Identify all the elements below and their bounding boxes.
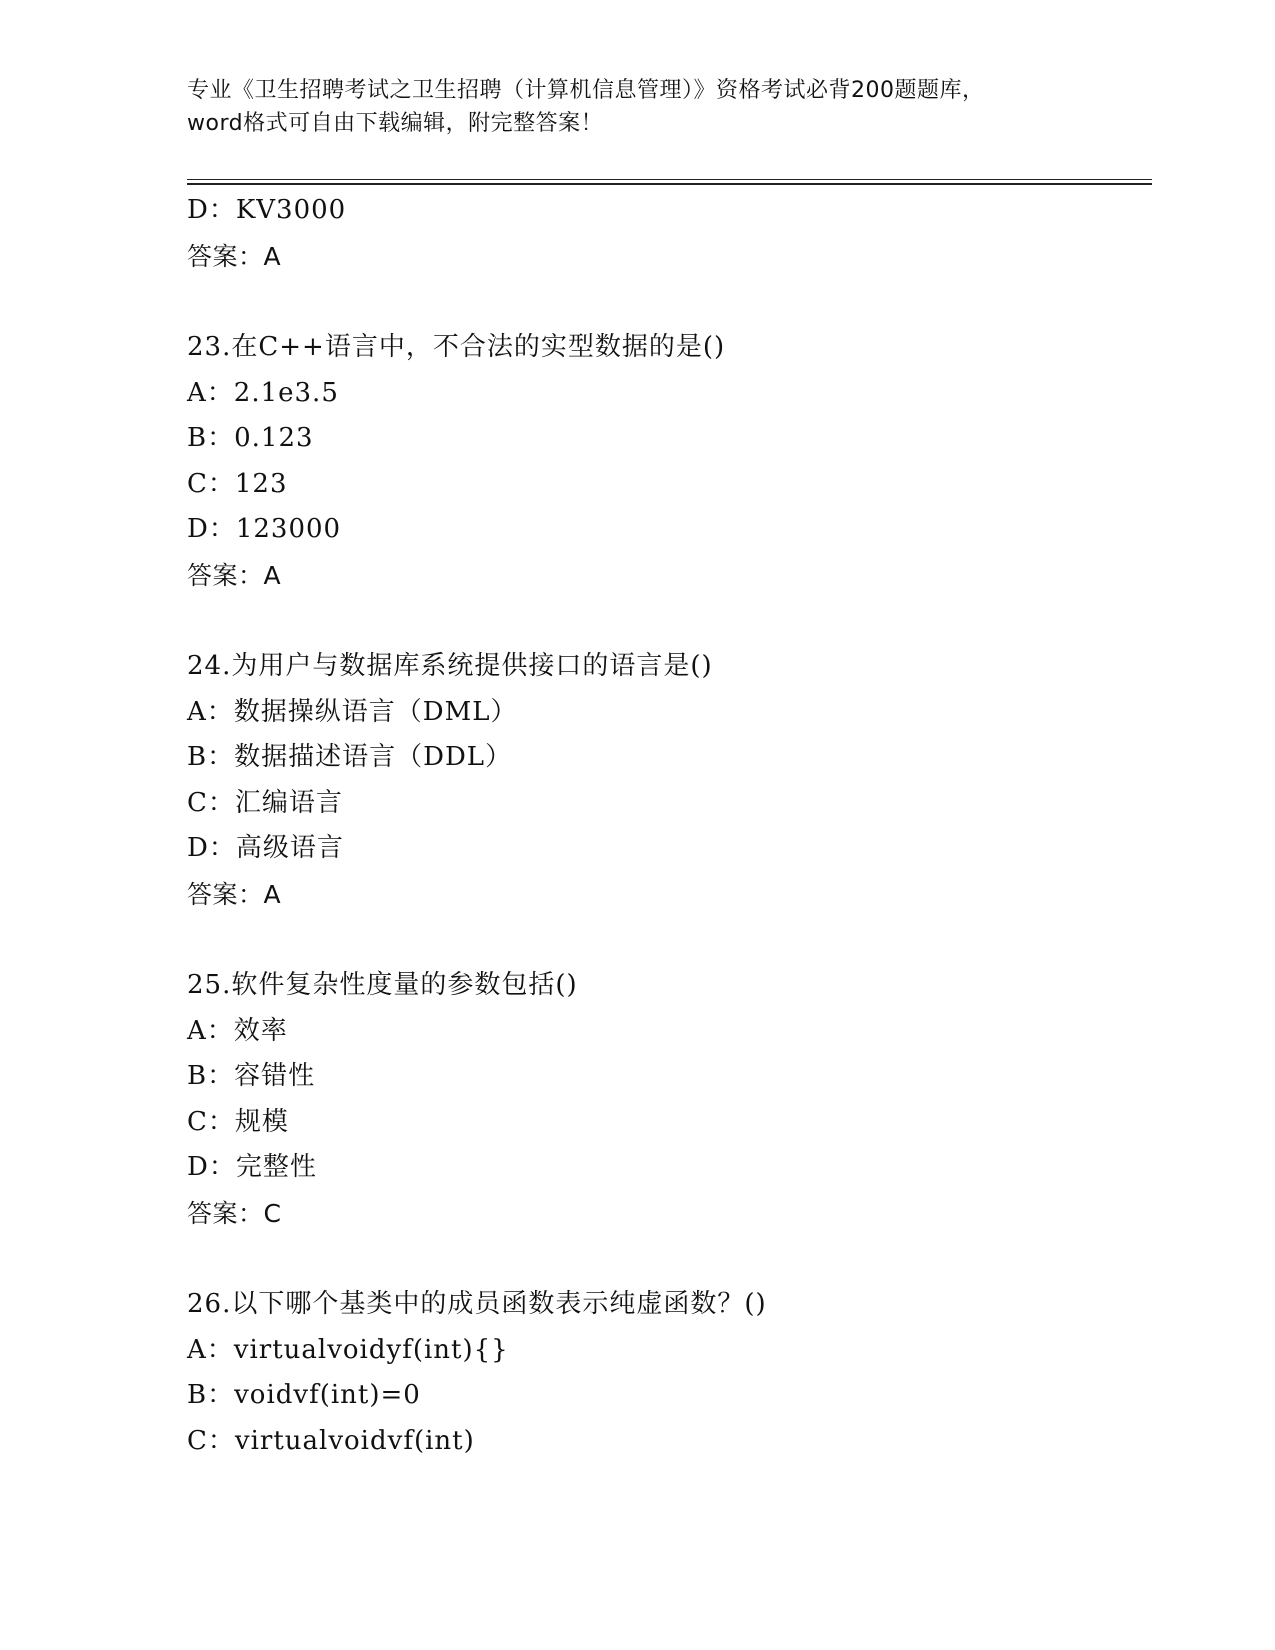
question-23-option-d: D：123000 xyxy=(187,514,342,544)
question-23-option-a: A：2.1e3.5 xyxy=(187,377,339,408)
question-24-option-c: C：汇编语言 xyxy=(187,787,343,818)
question-26-stem: 26.以下哪个基类中的成员函数表示纯虚函数？() xyxy=(187,1289,767,1319)
header-line-2: word格式可自由下载编辑，附完整答案！ xyxy=(187,111,604,136)
question-25-stem: 25.软件复杂性度量的参数包括() xyxy=(187,970,578,1000)
question-23-stem: 23.在C++语言中，不合法的实型数据的是() xyxy=(187,332,726,362)
question-25-option-d: D：完整性 xyxy=(187,1152,317,1182)
question-26-option-a: A：virtualvoidyf(int){} xyxy=(187,1334,509,1365)
question-25-option-a: A：效率 xyxy=(187,1015,288,1046)
spacer xyxy=(187,1236,1147,1282)
question-25-answer: 答案：C xyxy=(187,1198,282,1228)
spacer xyxy=(187,917,1147,963)
spacer xyxy=(187,598,1147,644)
header-divider-thick xyxy=(187,183,1152,185)
question-22-option-d: D：KV3000 xyxy=(187,195,347,225)
question-26-option-c: C：virtualvoidvf(int) xyxy=(187,1425,475,1456)
question-25-option-b: B：容错性 xyxy=(187,1061,316,1091)
question-list xyxy=(187,188,1147,1464)
document-header xyxy=(187,74,1147,140)
question-24-answer: 答案：A xyxy=(187,879,282,909)
question-24-option-a: A：数据操纵语言（DML） xyxy=(187,696,518,727)
question-26-option-b: B：voidvf(int)=0 xyxy=(187,1380,421,1410)
question-22-answer: 答案：A xyxy=(187,241,282,271)
question-24-option-b: B：数据描述语言（DDL） xyxy=(187,742,513,772)
question-23-option-c: C：123 xyxy=(187,468,288,499)
header-line-1: 专业《卫生招聘考试之卫生招聘（计算机信息管理）》资格考试必背200题题库， xyxy=(187,78,985,103)
spacer xyxy=(187,279,1147,325)
question-24-stem: 24.为用户与数据库系统提供接口的语言是() xyxy=(187,651,713,681)
question-23-answer: 答案：A xyxy=(187,560,282,590)
question-24-option-d: D：高级语言 xyxy=(187,833,344,863)
question-23-option-b: B：0.123 xyxy=(187,423,314,453)
header-divider-thin xyxy=(187,179,1152,180)
question-25-option-c: C：规模 xyxy=(187,1106,289,1137)
